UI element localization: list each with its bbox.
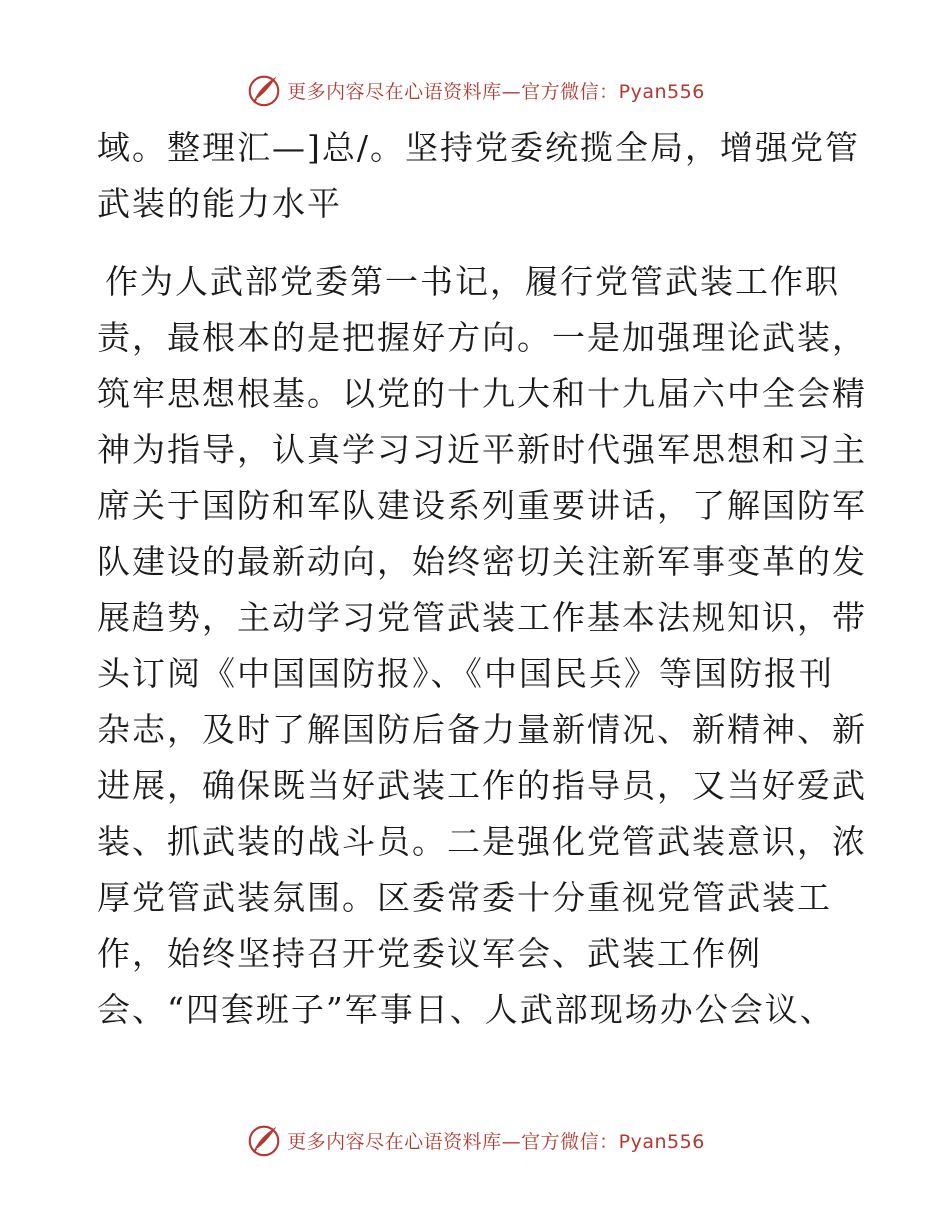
- paragraph-line: 会、“四套班子”军事日、人武部现场办公会议、: [97, 990, 835, 1029]
- paragraph-line: 厚党管武装氛围。区委常委十分重视党管武装工: [97, 878, 832, 917]
- banner-text: 更多内容尽在心语资料库—官方微信：Pyan556: [287, 1130, 705, 1153]
- banner-text: 更多内容尽在心语资料库—官方微信：Pyan556: [287, 80, 705, 103]
- paragraph-line: 神为指导，认真学习习近平新时代强军思想和习主: [97, 430, 867, 469]
- quill-pen-logo-icon: [245, 1121, 283, 1159]
- paragraph-line: 筑牢思想根基。以党的十九大和十九届六中全会精: [97, 374, 867, 413]
- paragraph-line: 责，最根本的是把握好方向。一是加强理论武装，: [97, 318, 867, 357]
- document-body: [97, 120, 867, 1038]
- paragraph-line: 头订阅《中国国防报》、《中国民兵》等国防报刊: [97, 654, 834, 693]
- paragraph-line: 进展，确保既当好武装工作的指导员，又当好爱武: [97, 766, 867, 805]
- paragraph-line: 队建设的最新动向，始终密切关注新军事变革的发: [97, 542, 867, 581]
- header-banner: [0, 70, 950, 110]
- heading-line: 武装的能力水平: [97, 184, 342, 223]
- quill-pen-logo-icon: [245, 71, 283, 109]
- footer-banner: [0, 1120, 950, 1160]
- paragraph-line: 装、抓武装的战斗员。二是强化党管武装意识，浓: [97, 822, 867, 861]
- paragraph-line: 作，始终坚持召开党委议军会、武装工作例: [97, 934, 762, 973]
- heading-line: 域。整理汇—]总/。坚持党委统揽全局，增强党管: [97, 128, 860, 167]
- paragraph-line: 杂志，及时了解国防后备力量新情况、新精神、新: [97, 710, 867, 749]
- paragraph-line: 展趋势，主动学习党管武装工作基本法规知识，带: [97, 598, 867, 637]
- paragraph-line: 席关于国防和军队建设系列重要讲话，了解国防军: [97, 486, 867, 525]
- paragraph-line: 作为人武部党委第一书记，履行党管武装工作职: [105, 262, 840, 301]
